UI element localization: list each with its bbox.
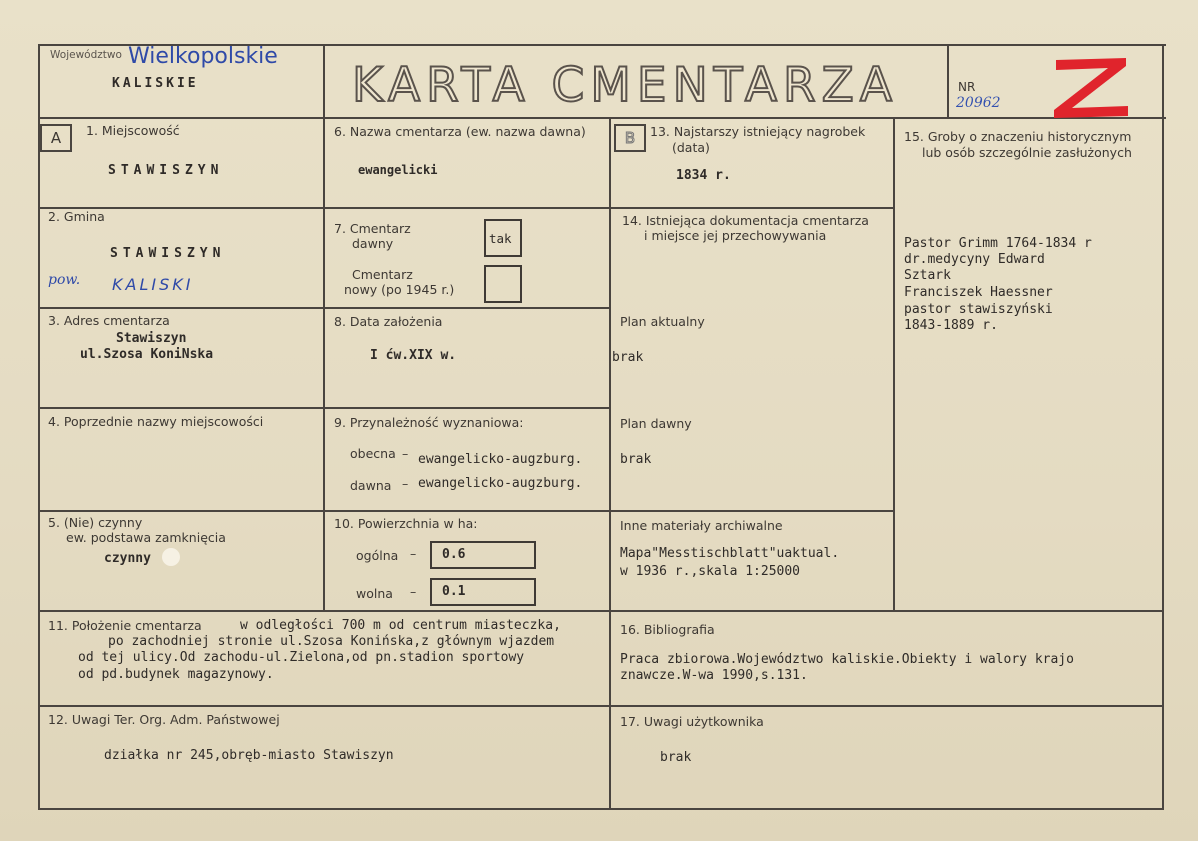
- field-9-current-dash: –: [402, 446, 409, 461]
- plan-current-value: brak: [612, 350, 644, 365]
- field-7-old-label-line2: dawny: [352, 236, 394, 251]
- field-11-line4: od pd.budynek magazynowy.: [78, 667, 274, 682]
- field-9-current-label: obecna: [350, 446, 396, 461]
- free-area-value: 0.1: [430, 578, 536, 606]
- field-12-value: działka nr 245,obręb-miasto Stawiszyn: [104, 748, 394, 763]
- historic-grave-line: Sztark: [904, 268, 951, 283]
- field-11-line3: od tej ulicy.Od zachodu-ul.Zielona,od pn.stadion sportowy: [78, 650, 525, 665]
- field-1-label: 1. Miejscowość: [86, 123, 180, 138]
- field-13-label-line2: (data): [672, 140, 710, 155]
- field-7-new-label-line1: Cmentarz: [352, 267, 413, 282]
- field-10-label: 10. Powierzchnia w ha:: [334, 516, 478, 531]
- bibliography-line1: Praca zbiorowa.Województwo kaliskie.Obiekty i walory krajo: [620, 652, 1074, 667]
- field-5-value: czynny: [104, 551, 151, 566]
- field-9-former-value: ewangelicko-augzburg.: [418, 476, 583, 491]
- field-2-value: STAWISZYN: [110, 246, 226, 261]
- field-7-new-label-line2: nowy (po 1945 r.): [344, 282, 455, 297]
- field-5-label-line1: 5. (Nie) czynny: [48, 515, 143, 530]
- historic-grave-line: Pastor Grimm 1764-1834 r: [904, 236, 1092, 251]
- field-6-label: 6. Nazwa cmentarza (ew. nazwa dawna): [334, 124, 586, 139]
- historic-grave-line: pastor stawiszyński: [904, 302, 1053, 317]
- field-9-former-dash: –: [402, 476, 409, 491]
- field-10-free-label: wolna: [356, 586, 393, 601]
- section-a-marker: A: [40, 124, 72, 152]
- voivodeship-label: Województwo: [50, 49, 122, 61]
- section-b-marker: B: [614, 124, 646, 152]
- field-3-value-line2: ul.Szosa KoniNska: [80, 347, 214, 362]
- record-number: 20962: [956, 95, 1001, 111]
- field-10-total-label: ogólna: [356, 548, 399, 563]
- historic-grave-line: dr.medycyny Edward: [904, 252, 1045, 267]
- field-1-value: STAWISZYN: [108, 163, 224, 178]
- field-9-former-label: dawna: [350, 478, 392, 493]
- field-8-label: 8. Data założenia: [334, 314, 443, 329]
- field-3-label: 3. Adres cmentarza: [48, 313, 170, 328]
- field-7-old-label-line1: 7. Cmentarz: [334, 221, 411, 236]
- total-area-value: 0.6: [430, 541, 536, 569]
- field-4-label: 4. Poprzednie nazwy miejscowości: [48, 414, 264, 429]
- voivodeship-typed: KALISKIE: [112, 76, 199, 91]
- other-materials-line2: w 1936 r.,skala 1:25000: [620, 564, 801, 579]
- field-17-label: 17. Uwagi użytkownika: [620, 714, 764, 729]
- field-17-value: brak: [660, 750, 692, 765]
- record-number-label: NR: [958, 80, 976, 94]
- field-3-value-line1: Stawiszyn: [116, 331, 187, 346]
- other-materials-label: Inne materiały archiwalne: [620, 518, 783, 533]
- field-15-label-line2: lub osób szczególnie zasłużonych: [922, 145, 1132, 160]
- field-16-label: 16. Bibliografia: [620, 622, 715, 637]
- field-11-line2: po zachodniej stronie ul.Szosa Konińska,z głównym wjazdem: [108, 634, 555, 649]
- field-14-label-line1: 14. Istniejąca dokumentacja cmentarza: [622, 213, 869, 228]
- field-13-label-line1: 13. Najstarszy istniejący nagrobek: [650, 124, 866, 139]
- voivodeship-handwritten: Wielkopolskie: [128, 44, 278, 69]
- red-z-mark: [1048, 48, 1133, 123]
- plan-old-label: Plan dawny: [620, 416, 692, 431]
- card-title: KARTA CMENTARZA: [352, 58, 898, 113]
- field-8-value: I ćw.XIX w.: [370, 348, 457, 363]
- field-9-label: 9. Przynależność wyznaniowa:: [334, 415, 524, 430]
- field-9-current-value: ewangelicko-augzburg.: [418, 452, 583, 467]
- correction-blot: [162, 548, 180, 566]
- other-materials-line1: Mapa"Messtischblatt"uaktual.: [620, 546, 840, 561]
- field-10-free-dash: –: [410, 584, 417, 599]
- historic-grave-line: Franciszek Haessner: [904, 285, 1053, 300]
- field-13-value: 1834 r.: [676, 168, 731, 183]
- old-cemetery-checkbox: [484, 219, 522, 257]
- field-6-value: ewangelicki: [358, 163, 438, 177]
- field-5-label-line2: ew. podstawa zamknięcia: [66, 530, 226, 545]
- field-12-label: 12. Uwagi Ter. Org. Adm. Państwowej: [48, 712, 280, 727]
- field-11-line1: w odległości 700 m od centrum miasteczka,: [240, 618, 561, 633]
- field-10-total-dash: –: [410, 546, 417, 561]
- historic-grave-line: 1843-1889 r.: [904, 318, 998, 333]
- county-prefix: pow.: [48, 272, 81, 288]
- new-cemetery-checkbox: [484, 265, 522, 303]
- plan-old-value: brak: [620, 452, 652, 467]
- field-15-label-line1: 15. Groby o znaczeniu historycznym: [904, 129, 1132, 144]
- category-stamp: [1048, 48, 1128, 120]
- plan-current-label: Plan aktualny: [620, 314, 705, 329]
- field-2-label: 2. Gmina: [48, 209, 105, 224]
- field-14-label-line2: i miejsce jej przechowywania: [644, 228, 827, 243]
- county-value: KALISKI: [112, 275, 194, 294]
- old-cemetery-checkbox-value: tak: [489, 231, 512, 246]
- field-11-label: 11. Położenie cmentarza: [48, 618, 202, 633]
- bibliography-line2: znawcze.W-wa 1990,s.131.: [620, 668, 808, 683]
